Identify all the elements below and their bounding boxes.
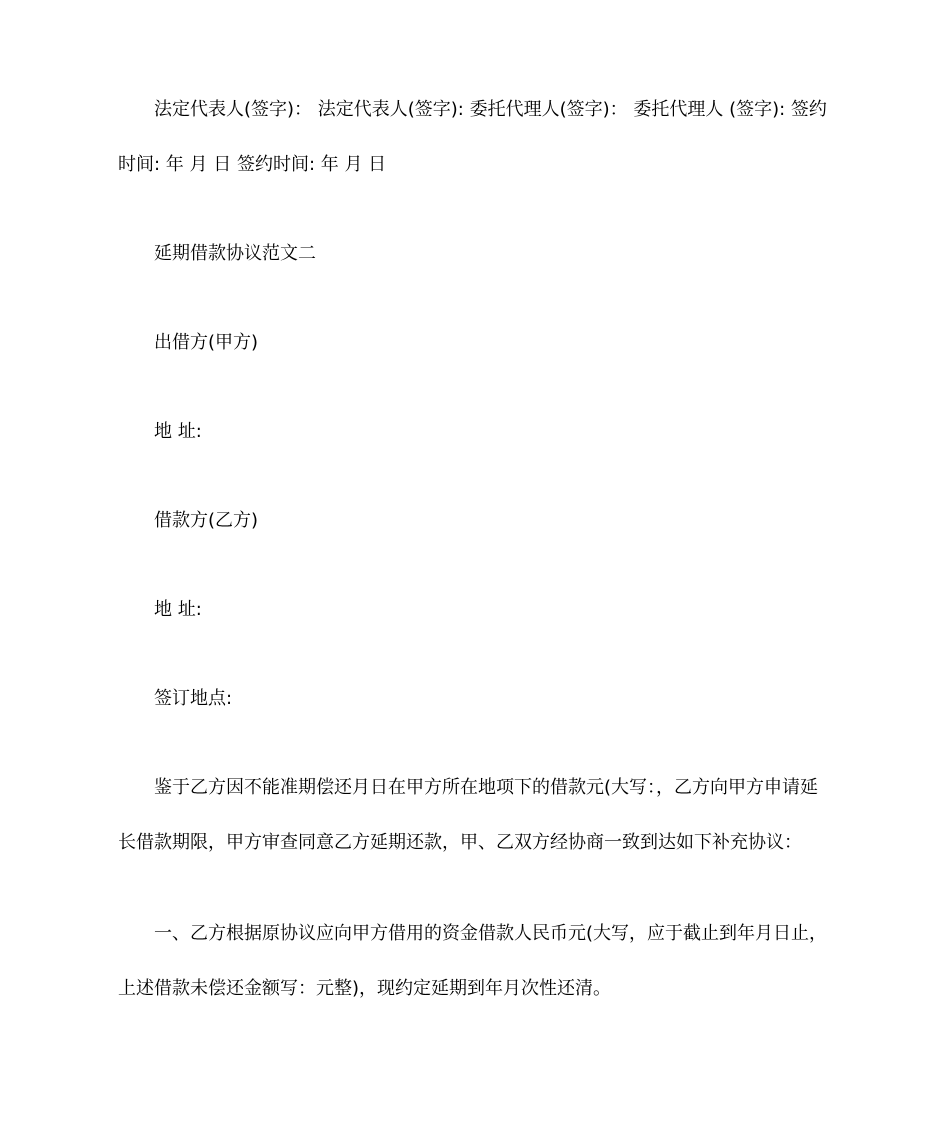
- signature-block: 法定代表人(签字)： 法定代表人(签字): 委托代理人(签字)： 委托代理人 (签字): 签约时间: 年 月 日 签约时间: 年 月 日: [118, 99, 827, 175]
- preamble-paragraph: 鉴于乙方因不能准期偿还月日在甲方所在地项下的借款元(大写：，乙方向甲方申请延长借款期限，甲方审查同意乙方延期还款，甲、乙双方经协商一致到达如下补充协议：: [118, 777, 819, 853]
- document-title: 延期借款协议范文二: [154, 243, 316, 264]
- lender-label: 出借方(甲方): [154, 332, 259, 353]
- clause-one-paragraph: 一、乙方根据原协议应向甲方借用的资金借款人民币元(大写，应于截止到年月日止，上述借款未偿还金额写：元整)，现约定延期到年月次性还清。: [118, 923, 828, 999]
- lender-address-label: 地 址:: [154, 421, 202, 442]
- borrower-address-label: 地 址:: [154, 599, 202, 620]
- borrower-label: 借款方(乙方): [154, 510, 259, 531]
- signing-place-label: 签订地点:: [154, 688, 233, 709]
